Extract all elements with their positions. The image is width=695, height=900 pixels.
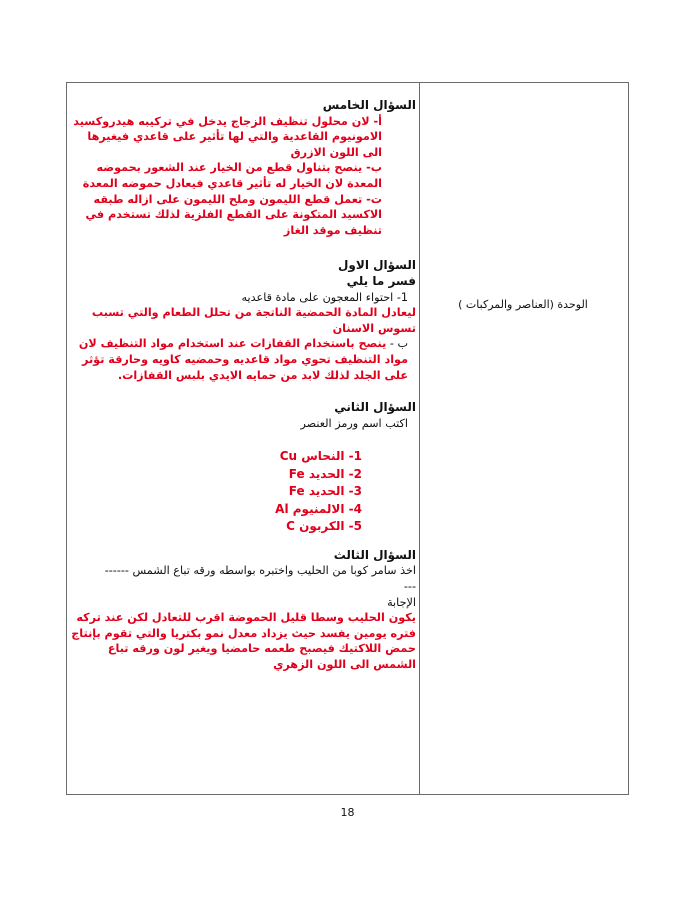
element-item: 3- الحديد Fe xyxy=(288,484,362,499)
element-item: 4- الالمنيوم Al xyxy=(275,501,362,516)
page-number: 18 xyxy=(340,806,355,819)
q3-text: اخذ سامر كوبا من الحليب واختبره بواسطه ورقه تباع الشمس ------ xyxy=(104,564,416,578)
q3-answer-label: الإجابة xyxy=(387,595,416,609)
q1-item1-answer: ليعادل المادة الحمضية الناتجة من تحلل الطعام والتي تسبب تسوس الاسنان xyxy=(91,306,416,335)
q2-prompt: اكتب اسم ورمز العنصر xyxy=(300,416,408,430)
q3-dashes: --- xyxy=(403,579,416,593)
q2-title: السؤال الثاني xyxy=(334,400,416,415)
q1-item2-answer: ينصح باستخدام القفازات عند استخدام مواد التنظيف لان مواد التنظيف تحوي مواد قاعديه وحمضيه كاويه وحارقة تؤثر على الجلد لذلك لابد من حمايه الايدي بلبس القفازات. xyxy=(78,337,408,382)
q5-title: السؤال الخامس xyxy=(322,98,416,112)
q5-answer-a: أ- لان محلول تنظيف الزجاج يدخل في تركيبه هيدروكسيد الامونيوم القاعدية والتي لها تأثير على قاعدي فيغيرها الى اللون الازرق xyxy=(73,114,382,159)
q1-item2-prefix: ب - xyxy=(386,337,408,351)
element-item: 1- النحاس Cu xyxy=(279,449,362,464)
q1-title: السؤال الاول xyxy=(338,258,416,273)
unit-label: الوحدة (العناصر والمركبات ) xyxy=(458,298,588,311)
element-list xyxy=(68,448,416,536)
element-item: 2- الحديد Fe xyxy=(288,466,362,481)
column-divider xyxy=(419,82,420,795)
q5-answer-c: ت- تعمل قطع الليمون وملح الليمون على ازاله طبقه الاكسيد المتكونة على القطع الفلزية لذلك تستخدم في تنظيف موقد الغاز xyxy=(85,192,382,237)
q3-answer: يكون الحليب وسطا قليل الحموضة اقرب للتعادل لكن عند تركه فتره يومين يفسد حيث يزداد معدل نمو بكتريا والتي تقوم بإنتاج حمض اللاكتيك فيصبح طعمه حامضيا ويغير لون ورقه تباع الشمس الى اللون الزهري xyxy=(71,611,416,671)
q3-title: السؤال الثالث xyxy=(333,547,416,562)
q5-answer-b: ب- ينصح بتناول قطع من الخيار عند الشعور بحموضه المعدة لان الخيار له تأثير قاعدي فيعادل حموضه المعدة xyxy=(82,161,382,190)
answers-column xyxy=(68,98,416,673)
q1-subtitle: فسر ما يلي xyxy=(346,273,416,288)
element-item: 5- الكربون C xyxy=(286,519,362,534)
q1-item1-question: 1- احتواء المعجون على مادة قاعديه xyxy=(241,290,408,304)
